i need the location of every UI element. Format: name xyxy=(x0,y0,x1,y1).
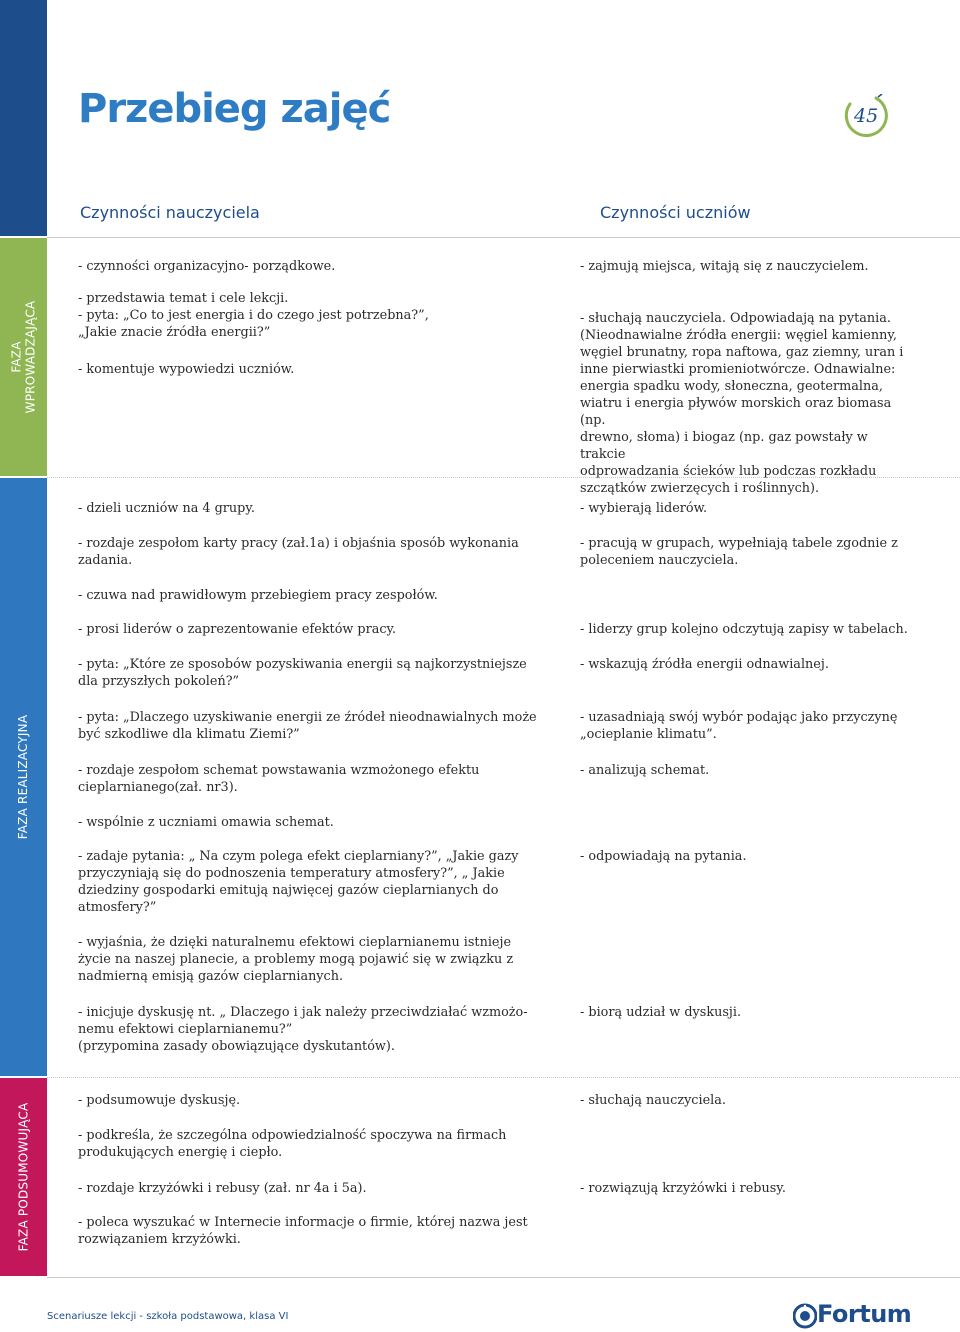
real-teacher-item: - prosi liderów o zaprezentowanie efektów pracy. xyxy=(78,622,397,637)
row-divider xyxy=(47,1277,960,1278)
summary-student-item: - rozwiązują krzyżówki i rebusy. xyxy=(580,1181,786,1196)
intro-phase-label: FAZA WPROWADZAJĄCA xyxy=(9,300,38,414)
summary-student-item: - słuchają nauczyciela. xyxy=(580,1093,726,1108)
real-teacher-item: - pyta: „Dlaczego uzyskiwanie energii ze źródeł nieodnawialnych może być szkodliwe dla klimatu Ziemi?” xyxy=(78,710,537,742)
real-teacher-item: - zadaje pytania: „ Na czym polega efekt cieplarniany?”, „Jakie gazy przyczyniają się do podnoszenia temperatury atmosfery?”, „ Jakie dziedziny gospodarki emitują najwięcej gazów cieplarnianych do atmosfery?” xyxy=(78,849,519,915)
intro-student-item: - zajmują miejsca, witają się z nauczycielem. xyxy=(580,259,869,274)
summary-teacher-item: - podkreśla, że szczególna odpowiedzialność spoczywa na firmach produkujących energię i ciepło. xyxy=(78,1128,507,1160)
fortum-logo-icon xyxy=(793,1302,817,1330)
real-teacher-item: - dzieli uczniów na 4 grupy. xyxy=(78,501,255,516)
real-student-item: - wskazują źródła energii odnawialnej. xyxy=(580,657,829,672)
students-column-header: Czynności uczniów xyxy=(600,203,751,222)
teacher-column-header: Czynności nauczyciela xyxy=(80,203,260,222)
fortum-logo-text: Fortum xyxy=(817,1300,912,1328)
summary-teacher-item: - poleca wyszukać w Internecie informacje o firmie, której nazwa jest rozwiązaniem krzyżówki. xyxy=(78,1215,528,1247)
footer-text: Scenariusze lekcji - szkoła podstawowa, klasa VI xyxy=(47,1311,289,1322)
real-student-item: - uzasadniają swój wybór podając jako przyczynę „ocieplanie klimatu”. xyxy=(580,710,898,742)
real-student-item: - wybierają liderów. xyxy=(580,501,708,516)
real-teacher-item: - czuwa nad prawidłowym przebiegiem pracy zespołów. xyxy=(78,588,438,603)
real-teacher-item: - rozdaje zespołom karty pracy (zał.1a) i objaśnia sposób wykonania zadania. xyxy=(78,536,519,568)
row-divider xyxy=(47,237,960,238)
real-student-item: - analizują schemat. xyxy=(580,763,710,778)
intro-teacher-item: - komentuje wypowiedzi uczniów. xyxy=(78,362,295,377)
real-teacher-item: - wspólnie z uczniami omawia schemat. xyxy=(78,815,334,830)
fortum-logo xyxy=(793,1300,917,1332)
real-student-item: - odpowiadają na pytania. xyxy=(580,849,747,864)
intro-phase-label-wrap xyxy=(0,238,47,476)
real-teacher-item: - wyjaśnia, że dzięki naturalnemu efektowi cieplarnianemu istnieje życie na naszej planecie, a problemy mogą pojawić się w związku z nadmierną emisją gazów cieplarnianych. xyxy=(78,935,514,984)
summary-teacher-item: - rozdaje krzyżówki i rebusy (zał. nr 4a i 5a). xyxy=(78,1181,367,1196)
intro-teacher-item: - czynności organizacyjno- porządkowe. xyxy=(78,259,336,274)
real-student-item: - liderzy grup kolejno odczytują zapisy w tabelach. xyxy=(580,622,908,637)
intro-student-item: - słuchają nauczyciela. Odpowiadają na pytania. (Nieodnawialne źródła energii: węgiel kamienny, węgiel brunatny, ropa naftowa, gaz ziemny, uran i inne pierwiastki promieniotwórcze. Odnawialne: energia spadku wody, słoneczna, geotermalna, wiatru i energia pływów morskich oraz biomasa (np. drewno, słoma) i biogaz (np. gaz powstały w trakcie odprowadzania ścieków lub podczas rozkładu szczątków zwierzęcych i roślinnych). xyxy=(580,311,904,496)
header-sidebar-band xyxy=(0,0,47,236)
real-teacher-item: - rozdaje zespołom schemat powstawania wzmożonego efektu cieplarnianego(zał. nr3). xyxy=(78,763,480,795)
realization-phase-label-wrap xyxy=(0,478,47,1076)
row-divider xyxy=(47,1077,960,1078)
realization-phase-label: FAZA REALIZACYJNA xyxy=(16,714,31,840)
summary-teacher-item: - podsumowuje dyskusję. xyxy=(78,1093,241,1108)
real-teacher-item: - pyta: „Które ze sposobów pozyskiwania energii są najkorzystniejsze dla przyszłych pokoleń?” xyxy=(78,657,527,689)
summary-phase-label: FAZA PODSUMOWUJĄCA xyxy=(16,1102,31,1252)
summary-phase-label-wrap xyxy=(0,1078,47,1276)
page-number: 45 xyxy=(854,105,879,127)
real-student-item: - biorą udział w dyskusji. xyxy=(580,1005,742,1020)
intro-teacher-item: - przedstawia temat i cele lekcji. - pyta: „Co to jest energia i do czego jest potrzebna?”, „Jakie znacie źródła energii?” xyxy=(78,291,429,340)
page-number-badge xyxy=(842,94,892,138)
page-title: Przebieg zajęć xyxy=(78,86,391,132)
real-teacher-item: - inicjuje dyskusję nt. „ Dlaczego i jak należy przeciwdziałać wzmożo- nemu efektowi cieplarnianemu?” (przypomina zasady obowiązujące dyskutantów). xyxy=(78,1005,528,1054)
real-student-item: - pracują w grupach, wypełniają tabele zgodnie z poleceniem nauczyciela. xyxy=(580,536,898,568)
